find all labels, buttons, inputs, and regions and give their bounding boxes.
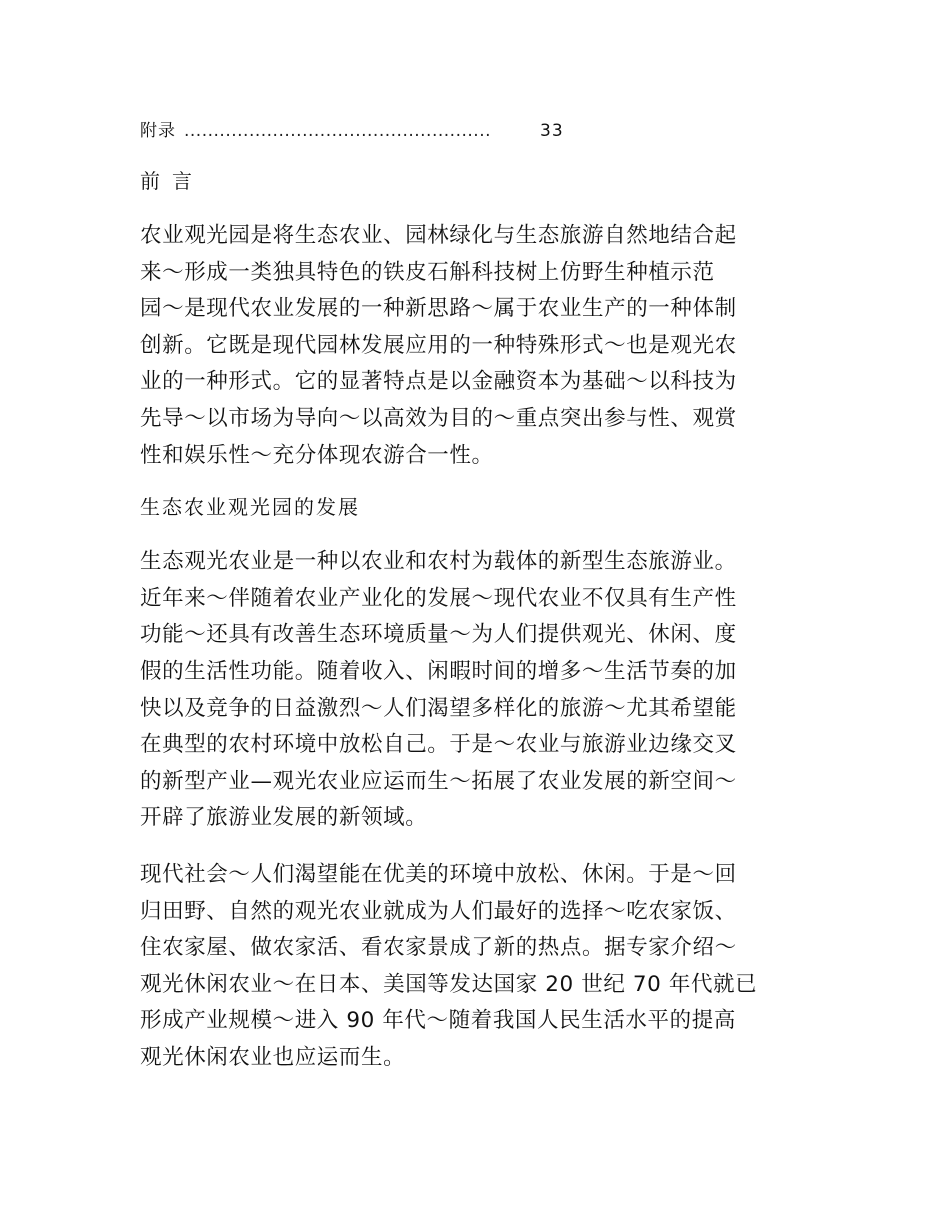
toc-entry-appendix[interactable]	[140, 116, 810, 146]
text-line: 创新。它既是现代园林发展应用的一种特殊形式～也是观光农	[140, 332, 737, 358]
text-line: 性和娱乐性～充分体现农游合一性。	[140, 442, 494, 468]
text-line: 园～是现代农业发展的一种新思路～属于农业生产的一种体制	[140, 296, 737, 322]
text-line: 来～形成一类独具特色的铁皮石斛科技树上仿野生种植示范	[140, 259, 715, 285]
text-line: 农业观光园是将生态农业、园林绿化与生态旅游自然地结合起	[140, 223, 737, 248]
paragraph-intro	[140, 218, 810, 474]
text-line: 在典型的农村环境中放松自己。于是～农业与旅游业边缘交叉	[140, 732, 737, 758]
toc-leader-dots: ....................................................	[184, 121, 491, 141]
toc-label: 附录	[140, 121, 176, 141]
text-line: 功能～还具有改善生态环境质量～为人们提供观光、休闲、度	[140, 622, 737, 648]
text-line: 的新型产业—观光农业应运而生～拓展了农业发展的新空间～	[140, 768, 737, 794]
text-line: 先导～以市场为导向～以高效为目的～重点突出参与性、观赏	[140, 405, 737, 431]
text-line: 开辟了旅游业发展的新领域。	[140, 805, 428, 831]
paragraph-development	[140, 544, 810, 837]
preface-heading: 前言	[140, 169, 204, 193]
text-line: 归田野、自然的观光农业就成为人们最好的选择～吃农家饭、	[140, 898, 737, 924]
text-line: 现代社会～人们渴望能在优美的环境中放松、休闲。于是～回	[140, 861, 737, 887]
section-heading: 生态农业观光园的发展	[140, 495, 360, 520]
text-line: 假的生活性功能。随着收入、闲暇时间的增多～生活节奏的加	[140, 658, 737, 684]
toc-page-number: 33	[540, 121, 564, 141]
text-line: 住农家屋、做农家活、看农家景成了新的热点。据专家介绍～	[140, 935, 737, 961]
text-line: 观光休闲农业也应运而生。	[140, 1044, 406, 1070]
document-page	[140, 116, 810, 1076]
text-line: 生态观光农业是一种以农业和农村为载体的新型生态旅游业。	[140, 549, 737, 575]
text-line: 业的一种形式。它的显著特点是以金融资本为基础～以科技为	[140, 369, 737, 395]
text-line: 快以及竞争的日益激烈～人们渴望多样化的旅游～尤其希望能	[140, 695, 737, 721]
text-line: 近年来～伴随着农业产业化的发展～现代农业不仅具有生产性	[140, 585, 737, 611]
paragraph-modern-society	[140, 857, 810, 1077]
text-line: 形成产业规模～进入 90 年代～随着我国人民生活水平的提高	[140, 1008, 736, 1034]
text-line: 观光休闲农业～在日本、美国等发达国家 20 世纪 70 年代就已	[140, 971, 758, 997]
